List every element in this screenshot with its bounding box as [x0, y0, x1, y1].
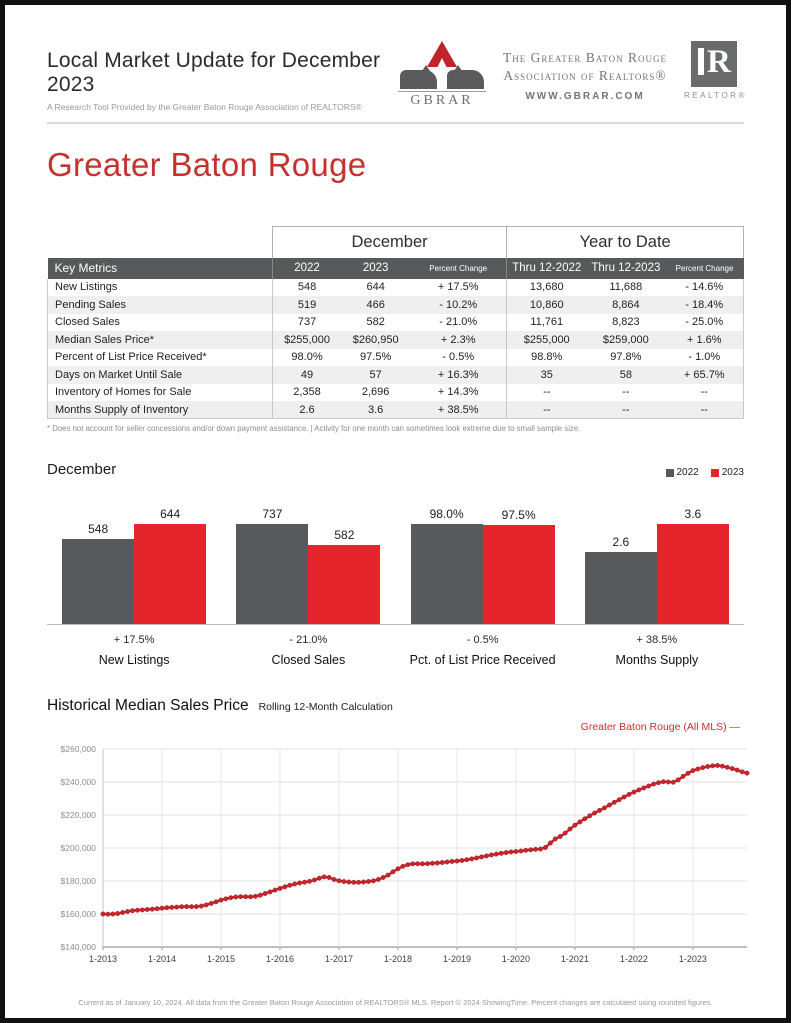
col-dec-2023: 2023 — [341, 258, 410, 279]
value-cell: 11,761 — [507, 314, 586, 332]
value-cell: 98.8% — [507, 349, 586, 367]
legend-label: 2022 — [676, 467, 699, 478]
horse-right-icon — [447, 70, 484, 89]
association-name-line1: The Greater Baton Rouge — [503, 50, 667, 65]
value-cell: - 14.6% — [666, 279, 744, 297]
value-cell: 10,860 — [507, 296, 586, 314]
value-cell: 644 — [366, 281, 385, 294]
value-cell: 8,864 — [612, 298, 640, 311]
value-cell: 35 — [507, 366, 586, 384]
value-cell: 8,823 — [612, 316, 640, 329]
bar-column — [62, 522, 134, 624]
blank-cell — [48, 227, 273, 258]
line-chart-title: Historical Median Sales Price — [47, 697, 249, 714]
association-name-block — [500, 41, 670, 102]
col-ytd-change: Percent Change — [666, 258, 744, 279]
svg-text:$240,000: $240,000 — [60, 777, 96, 787]
value-cell: + 17.5% — [437, 281, 479, 294]
metric-cell: Months Supply of Inventory — [48, 401, 273, 419]
bar-groups — [47, 492, 744, 624]
bar-value-label: 97.5% — [501, 507, 536, 522]
svg-text:$200,000: $200,000 — [60, 843, 96, 853]
title-block — [47, 35, 398, 112]
svg-text:1-2020: 1-2020 — [501, 954, 530, 964]
line-chart-header — [47, 697, 744, 715]
realtor-r-icon — [691, 41, 737, 87]
header-divider — [47, 122, 744, 124]
metric-cell: Percent of List Price Received* — [48, 349, 273, 367]
bar-2022 — [236, 524, 308, 624]
value-cell: 98.0% — [272, 349, 341, 367]
bar-group — [47, 492, 221, 624]
bar-value-label: 3.6 — [684, 507, 702, 521]
value-cell: + 38.5% — [410, 401, 507, 419]
bar-2023 — [308, 545, 380, 624]
value-cell: - 18.4% — [666, 296, 744, 314]
value-cell: 3.6 — [341, 401, 410, 419]
value-cell: $255,000 — [507, 331, 586, 349]
col-key-metrics: Key Metrics — [48, 258, 273, 279]
value-cell: - 1.0% — [666, 349, 744, 367]
value-cell: $260,950 — [352, 333, 399, 346]
value-cell: $255,000 — [272, 331, 341, 349]
metric-cell: New Listings — [48, 279, 273, 297]
value-cell: -- — [666, 384, 744, 402]
line-chart — [47, 737, 744, 982]
bar-change-label: + 17.5% — [113, 634, 155, 646]
region-heading: Greater Baton Rouge — [47, 146, 367, 183]
table-row — [48, 296, 744, 314]
gbrar-website: WWW.GBRAR.COM — [525, 91, 645, 103]
value-cell: -- — [622, 386, 630, 399]
legend-entry — [666, 467, 699, 478]
horse-left-icon — [400, 70, 437, 89]
value-cell: + 14.3% — [437, 386, 479, 399]
col-ytd-2022: Thru 12-2022 — [507, 258, 586, 279]
table-row — [48, 314, 744, 332]
december-group-header: December — [272, 227, 507, 258]
value-cell: - 25.0% — [666, 314, 744, 332]
bar-chart-title: December — [47, 461, 117, 478]
report-header — [47, 35, 747, 112]
metric-cell: Days on Market Until Sale — [48, 366, 273, 384]
bar-captions — [47, 634, 744, 667]
table-row — [48, 401, 744, 419]
bar-column — [308, 528, 380, 624]
table-header-row — [48, 258, 744, 279]
svg-text:1-2014: 1-2014 — [147, 954, 177, 964]
key-metrics-table — [47, 226, 744, 419]
table-row — [48, 349, 744, 367]
bar-pair — [585, 507, 729, 624]
bar-category-label: Closed Sales — [271, 653, 346, 667]
bar-category-label: New Listings — [98, 653, 170, 667]
svg-text:1-2019: 1-2019 — [442, 954, 471, 964]
metrics-table-body — [48, 279, 744, 419]
bar-group — [570, 492, 744, 624]
value-cell: -- — [586, 401, 665, 419]
value-cell: 582 — [366, 316, 385, 329]
svg-text:1-2023: 1-2023 — [678, 954, 707, 964]
svg-text:$160,000: $160,000 — [60, 909, 96, 919]
bar-column — [134, 507, 206, 624]
value-cell: - 10.2% — [439, 298, 478, 311]
bar-column — [657, 507, 729, 624]
value-cell: -- — [507, 384, 586, 402]
table-row — [48, 384, 744, 402]
value-cell: + 2.3% — [440, 333, 476, 346]
bar-2023 — [657, 524, 729, 624]
value-cell: 2,696 — [361, 386, 390, 399]
value-cell: + 65.7% — [666, 366, 744, 384]
bar-2023 — [483, 525, 555, 625]
bar-group — [396, 492, 570, 624]
bar-value-label: 2.6 — [612, 534, 630, 549]
line-chart-subtitle: Rolling 12-Month Calculation — [258, 701, 393, 713]
bar-column — [585, 535, 657, 624]
svg-text:$180,000: $180,000 — [60, 876, 96, 886]
metric-cell: Median Sales Price* — [48, 331, 273, 349]
bar-change-label: + 38.5% — [636, 634, 678, 646]
value-cell: -- — [666, 401, 744, 419]
line-chart-svg — [47, 737, 754, 977]
bar-2022 — [585, 552, 657, 624]
bar-caption — [47, 634, 221, 667]
logo-row — [398, 35, 747, 109]
bar-caption — [221, 634, 395, 667]
value-cell: 466 — [366, 298, 385, 311]
svg-text:1-2022: 1-2022 — [619, 954, 648, 964]
legend-label: 2023 — [721, 467, 744, 478]
svg-text:$260,000: $260,000 — [60, 744, 96, 754]
bar-column — [236, 507, 308, 624]
svg-text:$220,000: $220,000 — [60, 810, 96, 820]
gbrar-acronym: GBRAR — [398, 91, 486, 109]
legend-swatch-icon — [666, 469, 674, 477]
bar-column — [483, 508, 555, 625]
value-cell: 58 — [619, 368, 632, 381]
col-ytd-2023: Thru 12-2023 — [586, 258, 665, 279]
bar-caption — [396, 634, 570, 667]
bar-value-label: 582 — [334, 528, 355, 542]
value-cell: $259,000 — [602, 333, 649, 346]
metric-cell: Closed Sales — [48, 314, 273, 332]
table-footnote: * Does not account for seller concessions and/or down payment assistance. | Activity for one month can sometimes look extreme due to small sample size. — [47, 424, 581, 433]
value-cell: 2.6 — [272, 401, 341, 419]
value-cell: -- — [507, 401, 586, 419]
gbrar-logo — [398, 41, 486, 109]
svg-text:1-2017: 1-2017 — [324, 954, 353, 964]
svg-text:1-2016: 1-2016 — [265, 954, 294, 964]
bar-chart-baseline — [47, 624, 744, 625]
legend-swatch-icon — [711, 469, 719, 477]
bar-caption — [570, 634, 744, 667]
value-cell: 97.5% — [360, 351, 392, 364]
line-chart-legend: Greater Baton Rouge (All MLS) — — [580, 721, 740, 733]
bar-value-label: 737 — [262, 507, 283, 521]
bar-2022 — [411, 524, 483, 624]
metric-cell: Pending Sales — [48, 296, 273, 314]
realtor-logo — [684, 41, 747, 100]
table-row — [48, 366, 744, 384]
bar-chart-legend — [666, 467, 745, 478]
bar-value-label: 98.0% — [429, 507, 464, 521]
table-group-header-row — [48, 227, 744, 258]
page-title: Local Market Update for December 2023 — [47, 49, 381, 96]
legend-entry — [711, 467, 744, 478]
association-name-line2: Association of Realtors® — [503, 67, 667, 83]
col-dec-2022: 2022 — [272, 258, 341, 279]
svg-text:1-2021: 1-2021 — [560, 954, 589, 964]
table-row — [48, 279, 744, 297]
col-dec-change: Percent Change — [410, 258, 507, 279]
bar-value-label: 644 — [160, 507, 181, 521]
bar-category-label: Months Supply — [615, 653, 699, 667]
page-subtitle: A Research Tool Provided by the Greater Baton Rouge Association of REALTORS® — [47, 102, 362, 112]
value-cell: 13,680 — [507, 279, 586, 297]
bar-pair — [236, 507, 380, 624]
bar-2023 — [134, 524, 206, 624]
value-cell: 2,358 — [272, 384, 341, 402]
gbrar-logo-icon — [398, 41, 486, 89]
value-cell: 57 — [369, 368, 382, 381]
realtor-label: REALTOR® — [684, 91, 747, 100]
value-cell: + 16.3% — [437, 368, 479, 381]
svg-text:$140,000: $140,000 — [60, 942, 96, 952]
value-cell: 11,688 — [609, 281, 643, 294]
bar-pair — [411, 507, 555, 624]
svg-text:1-2018: 1-2018 — [383, 954, 412, 964]
bar-pair — [62, 507, 206, 624]
report-footer: Current as of January 10, 2024. All data from the Greater Baton Rouge Association of REALTORS® MLS. Report © 2024 ShowingTime. Percent changes are calculated using rounded figures. — [78, 998, 713, 1007]
value-cell: 519 — [272, 296, 341, 314]
bar-value-label: 548 — [88, 521, 109, 536]
svg-text:1-2015: 1-2015 — [206, 954, 236, 964]
value-cell: 97.8% — [610, 351, 642, 364]
value-cell: 737 — [272, 314, 341, 332]
value-cell: 49 — [272, 366, 341, 384]
svg-text:1-2013: 1-2013 — [88, 954, 118, 964]
bar-chart-header — [47, 461, 744, 478]
table-row — [48, 331, 744, 349]
value-cell: + 1.6% — [666, 331, 744, 349]
bar-column — [411, 507, 483, 624]
bar-2022 — [62, 539, 134, 624]
bar-change-label: - 0.5% — [466, 634, 499, 646]
metric-cell: Inventory of Homes for Sale — [48, 384, 273, 402]
realtor-r-glyph: R — [707, 44, 731, 80]
bar-category-label: Pct. of List Price Received — [409, 653, 556, 667]
bar-group — [221, 492, 395, 624]
value-cell: - 0.5% — [442, 351, 475, 364]
value-cell: - 21.0% — [439, 316, 478, 329]
bar-change-label: - 21.0% — [289, 634, 328, 646]
ytd-group-header: Year to Date — [507, 227, 744, 258]
value-cell: 548 — [272, 279, 341, 297]
triangle-notch-icon — [437, 58, 447, 68]
